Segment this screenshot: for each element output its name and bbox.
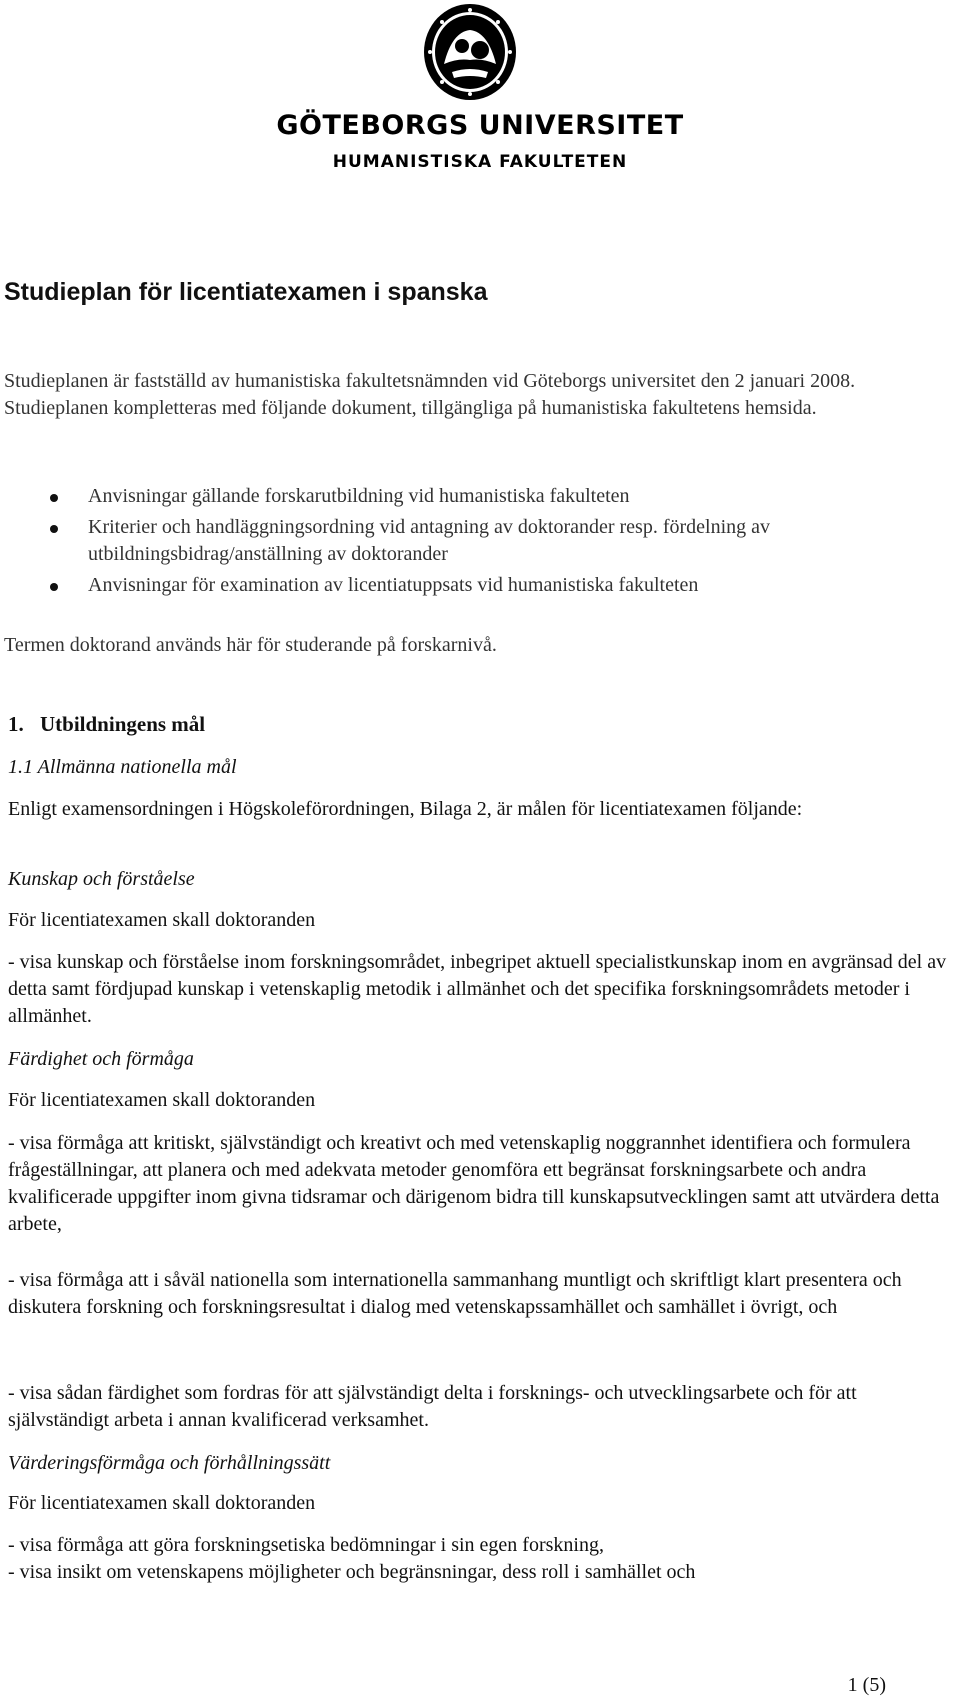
page-number: 1 (5) [847,1674,886,1696]
vardering-paragraph-1: - visa förmåga att göra forskningsetiska bedömningar i sin egen forskning, [8,1534,604,1556]
fardighet-paragraph-2: - visa förmåga att i såväl nationella som internationella sammanhang muntligt och skriftligt klart presentera och diskutera forskning och forskningsresultat i dialog med vetenskapssamhället och samhället i övrigt, och [8,1269,902,1318]
university-name: GÖTEBORGS UNIVERSITET [276,110,684,141]
fardighet-paragraph-1: - visa förmåga att kritiskt, självständigt och kreativt och med vetenskaplig noggrannhet identifiera och formulera frågeställningar, att planera och med adekvata metoder genomföra ett begränsat forskningsarbete och andra kvalificerade uppgifter inom givna tidsramar och därigenom bidra till kunskapsutvecklingen samt att utvärdera detta arbete, [8,1132,940,1235]
university-seal-logo [422,2,518,102]
section-heading [8,712,205,737]
list-item: Anvisningar för examination av licentiatuppsats vid humanistiska fakulteten [0,572,940,599]
bullet-icon [50,583,58,591]
kunskap-heading: Kunskap och förståelse [8,868,195,890]
document-list [0,483,940,603]
fardighet-heading: Färdighet och förmåga [8,1048,194,1070]
vardering-paragraph-2: - visa insikt om vetenskapens möjligheter och begränsningar, dess roll i samhället och [8,1561,696,1583]
bullet-icon [50,525,58,533]
goals-intro-paragraph: Enligt examensordningen i Högskoleförordningen, Bilaga 2, är målen för licentiatexamen följande: [8,798,803,820]
for-licentiat-line: För licentiatexamen skall doktoranden [8,1492,316,1514]
list-item: Anvisningar gällande forskarutbildning vid humanistiska fakulteten [0,483,940,510]
fardighet-paragraph-3: - visa sådan färdighet som fordras för att självständigt delta i forsknings- och utvecklingsarbete och för att självständigt arbeta i annan kvalificerad verksamhet. [8,1382,857,1431]
subsection-heading: 1.1 Allmänna nationella mål [8,756,237,778]
section-number: 1. [8,712,24,736]
faculty-name: HUMANISTISKA FAKULTETEN [332,152,628,172]
list-item: Kriterier och handläggningsordning vid antagning av doktorander resp. fördelning av utbildningsbidrag/anställning av doktorander [0,514,940,568]
document-title: Studieplan för licentiatexamen i spanska [4,278,488,306]
for-licentiat-line: För licentiatexamen skall doktoranden [8,1089,316,1111]
section-title: Utbildningens mål [40,712,206,736]
intro-paragraph: Studieplanen är fastställd av humanistiska fakultetsnämnden vid Göteborgs universitet den 2 januari 2008. Studieplanen kompletteras med följande dokument, tillgängliga på humanistiska fakultetens hemsida. [4,370,856,419]
term-definition: Termen doktorand används här för studerande på forskarnivå. [4,634,497,656]
kunskap-paragraph: - visa kunskap och förståelse inom forskningsområdet, inbegripet aktuell specialistkunskap inom en avgränsad del av detta samt fördjupad kunskap i vetenskaplig metodik i allmänhet och det specifika forskningsområdets metoder i allmänhet. [8,951,947,1027]
vardering-heading: Värderingsförmåga och förhållningssätt [8,1452,331,1474]
for-licentiat-line: För licentiatexamen skall doktoranden [8,909,316,931]
bullet-icon [50,494,58,502]
